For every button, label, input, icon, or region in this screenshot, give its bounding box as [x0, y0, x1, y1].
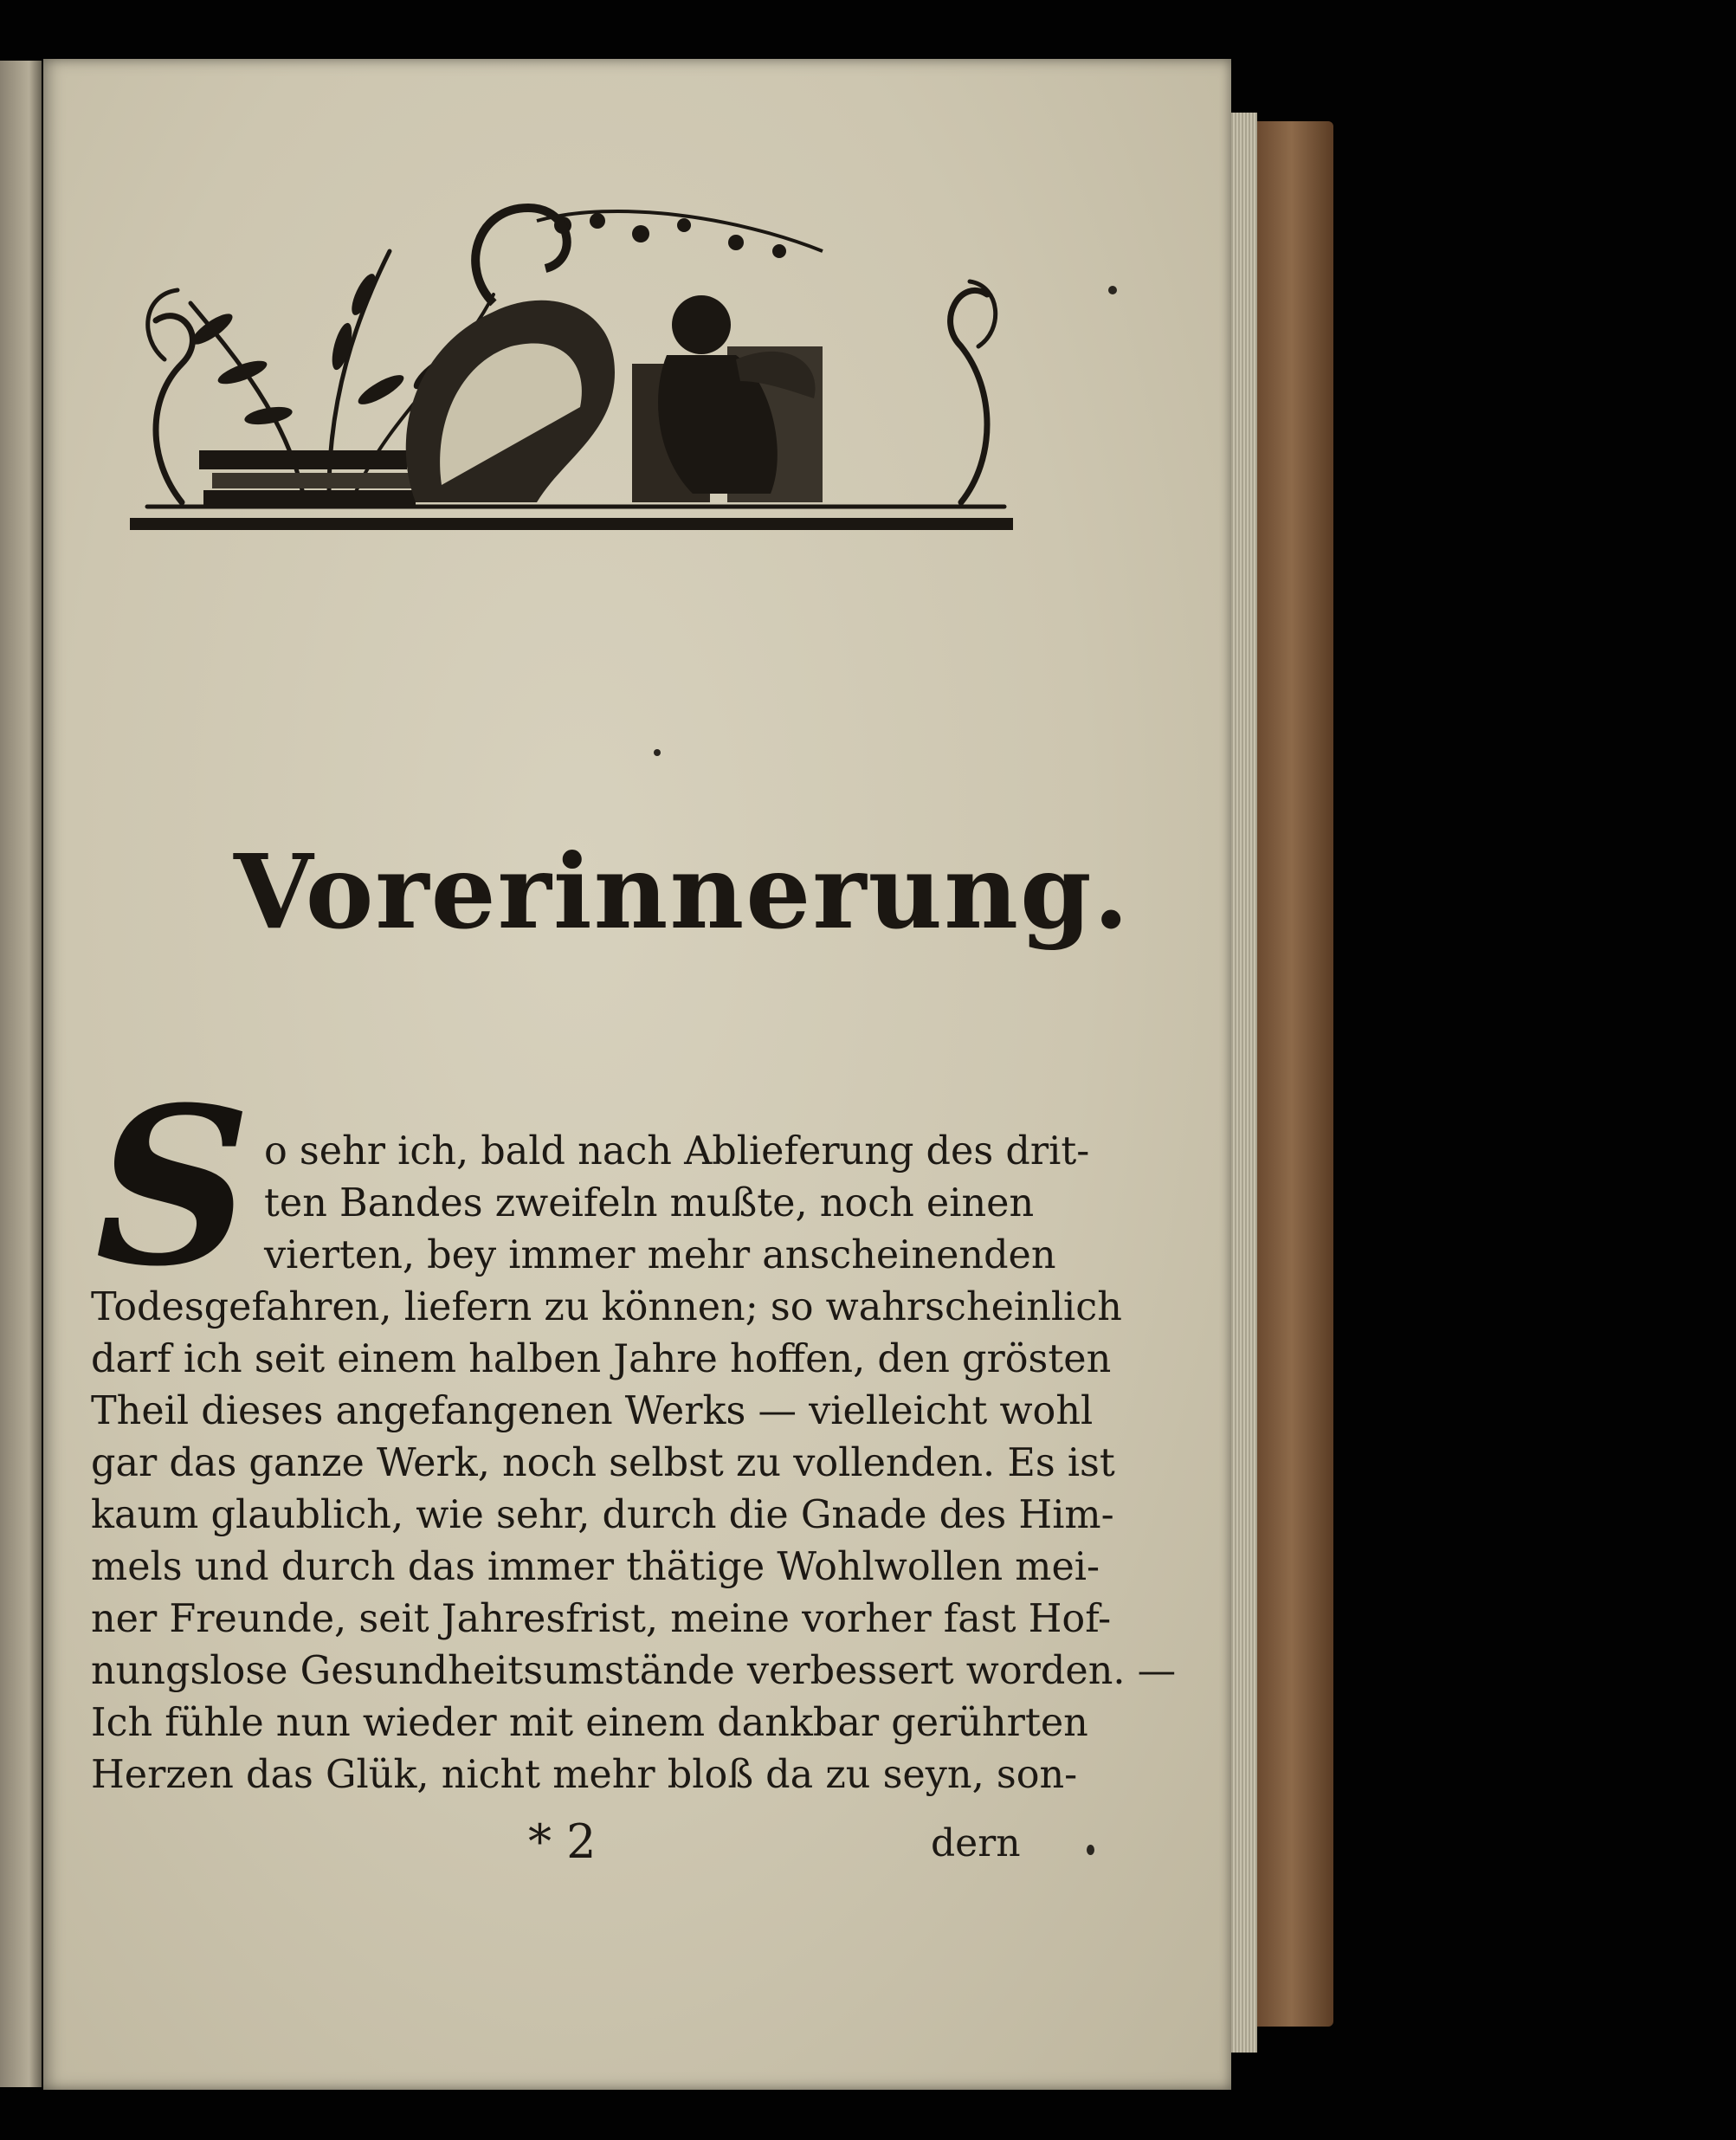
text-line: ner Freunde, seit Jahresfrist, meine vorher fast Hof- [91, 1597, 1112, 1641]
text-line: mels und durch das immer thätige Wohlwollen mei- [91, 1545, 1100, 1589]
text-line: darf ich seit einem halben Jahre hoffen, den grösten [91, 1337, 1112, 1381]
body-text [91, 1126, 1177, 1801]
signature-mark: * 2 [528, 1814, 597, 1869]
page-stack-edges [1231, 113, 1257, 2053]
paper-speck [1087, 1845, 1094, 1855]
text-line: Ich fühle nun wieder mit einem dankbar gerührten [91, 1701, 1088, 1745]
text-line: vierten, bey immer mehr anscheinenden [264, 1233, 1056, 1277]
facing-page-edge [0, 61, 42, 2087]
text-line: o sehr ich, bald nach Ablieferung des drit- [264, 1129, 1090, 1173]
text-line: Todesgefahren, liefern zu können; so wahrscheinlich [91, 1285, 1122, 1329]
text-line: nungslose Gesundheitsumstände verbessert worden. — [91, 1649, 1177, 1693]
drop-cap-letter: S [94, 1059, 252, 1314]
book-cover-edge [1257, 121, 1333, 2027]
page-heading: Vorerinnerung. [234, 831, 1131, 952]
text-line: gar das ganze Werk, noch selbst zu vollenden. Es ist [91, 1441, 1115, 1485]
page-footer [0, 1814, 1231, 1884]
paper-speck [654, 749, 661, 756]
paper-speck [1108, 286, 1117, 294]
catchword: dern [931, 1821, 1021, 1865]
text-line: kaum glaublich, wie sehr, durch die Gnade des Him- [91, 1493, 1114, 1537]
text-line: Herzen das Glük, nicht mehr bloß da zu seyn, son- [91, 1753, 1078, 1797]
text-line: Theil dieses angefangenen Werks — vielleicht wohl [91, 1389, 1094, 1433]
text-line: ten Bandes zweifeln mußte, noch einen [264, 1181, 1035, 1225]
headpiece-vignette-icon [130, 173, 1013, 563]
